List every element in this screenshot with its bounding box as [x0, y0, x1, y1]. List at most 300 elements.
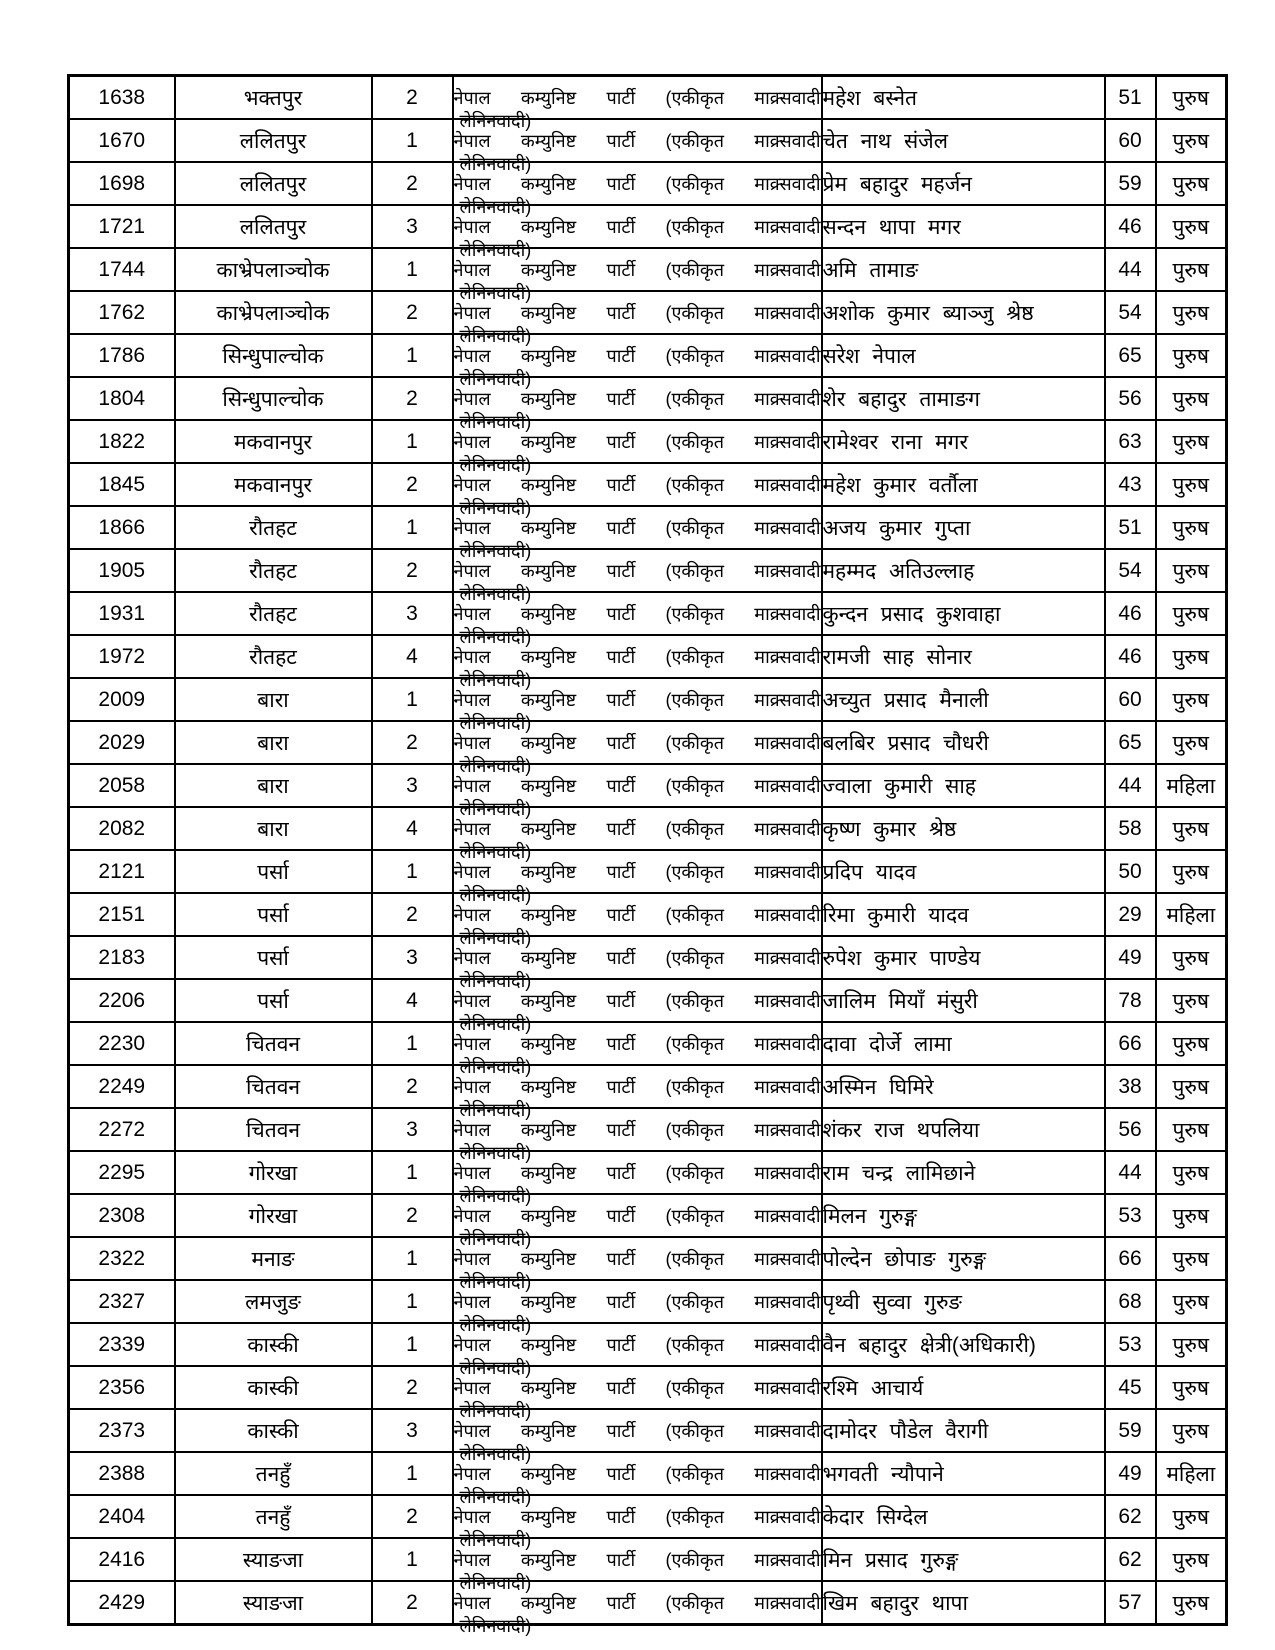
- party-name-line1: नेपाल कम्युनिष्ट पार्टी (एकीकृत माक्र्सवादी: [453, 732, 821, 753]
- age-cell: 51: [1105, 76, 1156, 120]
- age-cell: 58: [1105, 807, 1156, 850]
- table-row: [69, 549, 1227, 592]
- serial-number-cell: 1804: [69, 377, 175, 420]
- party-name-line2: लेनिनवादी): [459, 498, 532, 518]
- serial-number-cell: 2082: [69, 807, 175, 850]
- gender-cell: पुरुष: [1156, 162, 1227, 205]
- district-cell: रौतहट: [175, 635, 372, 678]
- gender-cell: पुरुष: [1156, 1495, 1227, 1538]
- serial-number-cell: 1744: [69, 248, 175, 291]
- table-row: [69, 979, 1227, 1022]
- age-cell: 53: [1105, 1323, 1156, 1366]
- constituency-cell: 3: [372, 205, 453, 248]
- party-name-line1: नेपाल कम्युनिष्ट पार्टी (एकीकृत माक्र्सवादी: [453, 1076, 821, 1097]
- constituency-cell: 4: [372, 807, 453, 850]
- gender-cell: महिला: [1156, 1452, 1227, 1495]
- party-name-line2: लेनिनवादी): [459, 541, 532, 561]
- party-name-line1: नेपाल कम्युनिष्ट पार्टी (एकीकृत माक्र्सवादी: [453, 259, 821, 280]
- gender-cell: पुरुष: [1156, 1194, 1227, 1237]
- party-name-line2: लेनिनवादी): [459, 713, 532, 733]
- party-name-line2: लेनिनवादी): [459, 240, 532, 260]
- party-name-line2: लेनिनवादी): [459, 842, 532, 862]
- district-cell: ललितपुर: [175, 119, 372, 162]
- party-name-line2: लेनिनवादी): [459, 584, 532, 604]
- candidate-name-cell: ज्वाला कुमारी साह: [822, 764, 1105, 807]
- gender-cell: पुरुष: [1156, 549, 1227, 592]
- constituency-cell: 1: [372, 678, 453, 721]
- table-row: [69, 721, 1227, 764]
- serial-number-cell: 2429: [69, 1581, 175, 1625]
- party-name-line2: लेनिनवादी): [459, 1100, 532, 1120]
- age-cell: 44: [1105, 248, 1156, 291]
- age-cell: 63: [1105, 420, 1156, 463]
- constituency-cell: 1: [372, 1022, 453, 1065]
- party-name-line2: लेनिनवादी): [459, 756, 532, 776]
- district-cell: मकवानपुर: [175, 463, 372, 506]
- constituency-cell: 2: [372, 1495, 453, 1538]
- serial-number-cell: 1786: [69, 334, 175, 377]
- gender-cell: पुरुष: [1156, 205, 1227, 248]
- age-cell: 62: [1105, 1538, 1156, 1581]
- party-name-line2: लेनिनवादी): [459, 412, 532, 432]
- district-cell: पर्सा: [175, 936, 372, 979]
- table-row: [69, 1065, 1227, 1108]
- age-cell: 51: [1105, 506, 1156, 549]
- district-cell: पर्सा: [175, 893, 372, 936]
- constituency-cell: 1: [372, 1538, 453, 1581]
- party-name-line2: लेनिनवादी): [459, 1444, 532, 1464]
- serial-number-cell: 1638: [69, 76, 175, 120]
- constituency-cell: 2: [372, 162, 453, 205]
- constituency-cell: 4: [372, 979, 453, 1022]
- gender-cell: पुरुष: [1156, 1065, 1227, 1108]
- table-row: [69, 893, 1227, 936]
- table-row: [69, 764, 1227, 807]
- table-row: [69, 1108, 1227, 1151]
- candidate-name-cell: प्रदिप यादव: [822, 850, 1105, 893]
- serial-number-cell: 2058: [69, 764, 175, 807]
- serial-number-cell: 2404: [69, 1495, 175, 1538]
- party-name-line1: नेपाल कम्युनिष्ट पार्टी (एकीकृत माक्र्सवादी: [453, 1377, 821, 1398]
- district-cell: गोरखा: [175, 1194, 372, 1237]
- constituency-cell: 1: [372, 1151, 453, 1194]
- table-row: [69, 1194, 1227, 1237]
- district-cell: तनहुँ: [175, 1452, 372, 1495]
- table-row: [69, 1323, 1227, 1366]
- age-cell: 50: [1105, 850, 1156, 893]
- gender-cell: पुरुष: [1156, 807, 1227, 850]
- district-cell: चितवन: [175, 1022, 372, 1065]
- gender-cell: पुरुष: [1156, 506, 1227, 549]
- candidate-name-cell: वैन बहादुर क्षेत्री(अधिकारी): [822, 1323, 1105, 1366]
- table-row: [69, 1495, 1227, 1538]
- candidate-name-cell: सन्दन थापा मगर: [822, 205, 1105, 248]
- party-name-line2: लेनिनवादी): [459, 1014, 532, 1034]
- table-row: [69, 635, 1227, 678]
- serial-number-cell: 2230: [69, 1022, 175, 1065]
- party-name-line2: लेनिनवादी): [459, 283, 532, 303]
- constituency-cell: 3: [372, 1409, 453, 1452]
- serial-number-cell: 2121: [69, 850, 175, 893]
- party-name-line1: नेपाल कम्युनिष्ट पार्टी (एकीकृत माक्र्सवादी: [453, 1334, 821, 1355]
- constituency-cell: 2: [372, 1065, 453, 1108]
- candidate-name-cell: दामोदर पौडेल वैरागी: [822, 1409, 1105, 1452]
- party-name-line1: नेपाल कम्युनिष्ट पार्टी (एकीकृत माक्र्सवादी: [453, 1549, 821, 1570]
- candidate-name-cell: पृथ्वी सुव्वा गुरुङ: [822, 1280, 1105, 1323]
- gender-cell: पुरुष: [1156, 377, 1227, 420]
- table-row: [69, 334, 1227, 377]
- serial-number-cell: 1721: [69, 205, 175, 248]
- candidate-name-cell: मिन प्रसाद गुरुङ्ग: [822, 1538, 1105, 1581]
- constituency-cell: 1: [372, 1237, 453, 1280]
- age-cell: 46: [1105, 592, 1156, 635]
- party-name-line1: नेपाल कम्युनिष्ट पार्टी (एकीकृत माक्र्सवादी: [453, 388, 821, 409]
- district-cell: ललितपुर: [175, 205, 372, 248]
- gender-cell: पुरुष: [1156, 850, 1227, 893]
- constituency-cell: 2: [372, 1366, 453, 1409]
- candidate-name-cell: दावा दोर्जे लामा: [822, 1022, 1105, 1065]
- party-name-line1: नेपाल कम्युनिष्ट पार्टी (एकीकृत माक्र्सवादी: [453, 560, 821, 581]
- age-cell: 45: [1105, 1366, 1156, 1409]
- constituency-cell: 2: [372, 1581, 453, 1625]
- district-cell: कास्की: [175, 1409, 372, 1452]
- party-name-line1: नेपाल कम्युनिष्ट पार्टी (एकीकृत माक्र्सवादी: [453, 173, 821, 194]
- party-name-line1: नेपाल कम्युनिष्ट पार्टी (एकीकृत माक्र्सवादी: [453, 1420, 821, 1441]
- district-cell: रौतहट: [175, 592, 372, 635]
- party-name-line1: नेपाल कम्युनिष्ट पार्टी (एकीकृत माक्र्सवादी: [453, 1033, 821, 1054]
- age-cell: 56: [1105, 1108, 1156, 1151]
- party-name-line2: लेनिनवादी): [459, 1186, 532, 1206]
- table-row: [69, 119, 1227, 162]
- constituency-cell: 2: [372, 377, 453, 420]
- party-name-line1: नेपाल कम्युनिष्ट पार्टी (एकीकृत माक्र्सवादी: [453, 517, 821, 538]
- table-row: [69, 1366, 1227, 1409]
- district-cell: ललितपुर: [175, 162, 372, 205]
- party-name-line2: लेनिनवादी): [459, 1315, 532, 1335]
- party-name-line1: नेपाल कम्युनिष्ट पार्टी (एकीकृत माक्र्सवादी: [453, 646, 821, 667]
- district-cell: काभ्रेपलाञ्चोक: [175, 248, 372, 291]
- party-name-line2: लेनिनवादी): [459, 670, 532, 690]
- party-name-line2: लेनिनवादी): [459, 1530, 532, 1550]
- age-cell: 57: [1105, 1581, 1156, 1625]
- candidate-name-cell: शेर बहादुर तामाङग: [822, 377, 1105, 420]
- district-cell: तनहुँ: [175, 1495, 372, 1538]
- constituency-cell: 3: [372, 936, 453, 979]
- serial-number-cell: 2322: [69, 1237, 175, 1280]
- table-row: [69, 76, 1227, 120]
- candidate-name-cell: रुपेश कुमार पाण्डेय: [822, 936, 1105, 979]
- table-row: [69, 377, 1227, 420]
- party-name-line2: लेनिनवादी): [459, 1358, 532, 1378]
- table-row: [69, 1280, 1227, 1323]
- party-name-line1: नेपाल कम्युनिष्ट पार्टी (एकीकृत माक्र्सवादी: [453, 904, 821, 925]
- serial-number-cell: 1905: [69, 549, 175, 592]
- district-cell: स्याङजा: [175, 1538, 372, 1581]
- gender-cell: पुरुष: [1156, 1366, 1227, 1409]
- serial-number-cell: 2388: [69, 1452, 175, 1495]
- party-name-line1: नेपाल कम्युनिष्ट पार्टी (एकीकृत माक्र्सवादी: [453, 689, 821, 710]
- candidate-name-cell: अजय कुमार गुप्ता: [822, 506, 1105, 549]
- table-body: [69, 76, 1227, 1636]
- candidate-name-cell: रामजी साह सोनार: [822, 635, 1105, 678]
- table-row: [69, 506, 1227, 549]
- gender-cell: पुरुष: [1156, 1237, 1227, 1280]
- district-cell: चितवन: [175, 1065, 372, 1108]
- gender-cell: पुरुष: [1156, 248, 1227, 291]
- district-cell: भक्तपुर: [175, 76, 372, 120]
- gender-cell: महिला: [1156, 764, 1227, 807]
- table-row: [69, 1237, 1227, 1280]
- district-cell: बारा: [175, 721, 372, 764]
- party-name-line1: नेपाल कम्युनिष्ट पार्टी (एकीकृत माक्र्सवादी: [453, 1592, 821, 1613]
- age-cell: 54: [1105, 291, 1156, 334]
- candidate-name-cell: भगवती न्यौपाने: [822, 1452, 1105, 1495]
- gender-cell: पुरुष: [1156, 1323, 1227, 1366]
- age-cell: 54: [1105, 549, 1156, 592]
- gender-cell: पुरुष: [1156, 592, 1227, 635]
- constituency-cell: 1: [372, 248, 453, 291]
- table-row: [69, 291, 1227, 334]
- serial-number-cell: 2272: [69, 1108, 175, 1151]
- party-name-line1: नेपाल कम्युनिष्ट पार्टी (एकीकृत माक्र्सवादी: [453, 130, 821, 151]
- candidate-name-cell: मिलन गुरुङ्ग: [822, 1194, 1105, 1237]
- candidate-name-cell: अमि तामाङ: [822, 248, 1105, 291]
- table-row: [69, 936, 1227, 979]
- constituency-cell: 2: [372, 291, 453, 334]
- party-name-line1: नेपाल कम्युनिष्ट पार्टी (एकीकृत माक्र्सवादी: [453, 302, 821, 323]
- party-name-line1: नेपाल कम्युनिष्ट पार्टी (एकीकृत माक्र्सवादी: [453, 216, 821, 237]
- constituency-cell: 2: [372, 1194, 453, 1237]
- table-row: [69, 463, 1227, 506]
- district-cell: स्याङजा: [175, 1581, 372, 1625]
- district-cell: बारा: [175, 764, 372, 807]
- age-cell: 62: [1105, 1495, 1156, 1538]
- gender-cell: पुरुष: [1156, 1151, 1227, 1194]
- gender-cell: पुरुष: [1156, 979, 1227, 1022]
- district-cell: बारा: [175, 807, 372, 850]
- age-cell: 53: [1105, 1194, 1156, 1237]
- constituency-cell: 2: [372, 463, 453, 506]
- candidate-name-cell: खिम बहादुर थापा: [822, 1581, 1105, 1625]
- age-cell: 66: [1105, 1022, 1156, 1065]
- gender-cell: पुरुष: [1156, 1581, 1227, 1625]
- gender-cell: पुरुष: [1156, 76, 1227, 120]
- party-name-line2: लेनिनवादी): [459, 1401, 532, 1421]
- table-row: [69, 162, 1227, 205]
- gender-cell: पुरुष: [1156, 1108, 1227, 1151]
- party-name-line1: नेपाल कम्युनिष्ट पार्टी (एकीकृत माक्र्सवादी: [453, 990, 821, 1011]
- gender-cell: पुरुष: [1156, 119, 1227, 162]
- constituency-cell: 4: [372, 635, 453, 678]
- district-cell: पर्सा: [175, 850, 372, 893]
- age-cell: 46: [1105, 205, 1156, 248]
- gender-cell: पुरुष: [1156, 1280, 1227, 1323]
- party-name-line2: लेनिनवादी): [459, 885, 532, 905]
- table-row: [69, 1452, 1227, 1495]
- district-cell: मकवानपुर: [175, 420, 372, 463]
- age-cell: 65: [1105, 721, 1156, 764]
- party-name-line1: नेपाल कम्युनिष्ट पार्टी (एकीकृत माक्र्सवादी: [453, 1463, 821, 1484]
- gender-cell: पुरुष: [1156, 1409, 1227, 1452]
- constituency-cell: 1: [372, 420, 453, 463]
- table-row: [69, 678, 1227, 721]
- party-name-line1: नेपाल कम्युनिष्ट पार्टी (एकीकृत माक्र्सवादी: [453, 431, 821, 452]
- age-cell: 49: [1105, 1452, 1156, 1495]
- gender-cell: पुरुष: [1156, 1022, 1227, 1065]
- gender-cell: महिला: [1156, 893, 1227, 936]
- party-name-line2: लेनिनवादी): [459, 627, 532, 647]
- party-name-line1: नेपाल कम्युनिष्ट पार्टी (एकीकृत माक्र्सवादी: [453, 603, 821, 624]
- constituency-cell: 1: [372, 1280, 453, 1323]
- district-cell: मनाङ: [175, 1237, 372, 1280]
- district-cell: काभ्रेपलाञ्चोक: [175, 291, 372, 334]
- party-name-line2: लेनिनवादी): [459, 1272, 532, 1292]
- serial-number-cell: 1670: [69, 119, 175, 162]
- age-cell: 46: [1105, 635, 1156, 678]
- candidate-name-cell: राम चन्द्र लामिछाने: [822, 1151, 1105, 1194]
- age-cell: 43: [1105, 463, 1156, 506]
- party-name-line1: नेपाल कम्युनिष्ट पार्टी (एकीकृत माक्र्सवादी: [453, 1205, 821, 1226]
- candidate-name-cell: सरेश नेपाल: [822, 334, 1105, 377]
- serial-number-cell: 2327: [69, 1280, 175, 1323]
- age-cell: 44: [1105, 764, 1156, 807]
- candidate-name-cell: महेश कुमार वर्तौला: [822, 463, 1105, 506]
- age-cell: 66: [1105, 1237, 1156, 1280]
- constituency-cell: 1: [372, 1323, 453, 1366]
- party-name-line2: लेनिनवादी): [459, 154, 532, 174]
- serial-number-cell: 1822: [69, 420, 175, 463]
- serial-number-cell: 1866: [69, 506, 175, 549]
- serial-number-cell: 2183: [69, 936, 175, 979]
- party-name-line2: लेनिनवादी): [459, 111, 532, 131]
- gender-cell: पुरुष: [1156, 420, 1227, 463]
- party-name-line2: लेनिनवादी): [459, 1143, 532, 1163]
- district-cell: कास्की: [175, 1323, 372, 1366]
- party-name-line2: लेनिनवादी): [459, 197, 532, 217]
- constituency-cell: 1: [372, 1452, 453, 1495]
- serial-number-cell: 2029: [69, 721, 175, 764]
- candidate-name-cell: अच्युत प्रसाद मैनाली: [822, 678, 1105, 721]
- constituency-cell: 2: [372, 549, 453, 592]
- age-cell: 44: [1105, 1151, 1156, 1194]
- serial-number-cell: 1972: [69, 635, 175, 678]
- age-cell: 60: [1105, 678, 1156, 721]
- candidate-name-cell: रश्मि आचार्य: [822, 1366, 1105, 1409]
- party-name-line2: लेनिनवादी): [459, 1229, 532, 1249]
- constituency-cell: 1: [372, 850, 453, 893]
- table-row: [69, 420, 1227, 463]
- party-name-line1: नेपाल कम्युनिष्ट पार्टी (एकीकृत माक्र्सवादी: [453, 474, 821, 495]
- age-cell: 60: [1105, 119, 1156, 162]
- constituency-cell: 3: [372, 764, 453, 807]
- party-name-line1: नेपाल कम्युनिष्ट पार्टी (एकीकृत माक्र्सवादी: [453, 775, 821, 796]
- district-cell: रौतहट: [175, 549, 372, 592]
- constituency-cell: 1: [372, 334, 453, 377]
- party-name-line2: लेनिनवादी): [459, 928, 532, 948]
- candidate-name-cell: कृष्ण कुमार श्रेष्ठ: [822, 807, 1105, 850]
- candidate-name-cell: अस्मिन घिमिरे: [822, 1065, 1105, 1108]
- serial-number-cell: 1698: [69, 162, 175, 205]
- candidate-name-cell: रिमा कुमारी यादव: [822, 893, 1105, 936]
- age-cell: 38: [1105, 1065, 1156, 1108]
- constituency-cell: 2: [372, 721, 453, 764]
- district-cell: बारा: [175, 678, 372, 721]
- gender-cell: पुरुष: [1156, 463, 1227, 506]
- age-cell: 49: [1105, 936, 1156, 979]
- table-row: [69, 1581, 1227, 1625]
- candidate-name-cell: बलबिर प्रसाद चौधरी: [822, 721, 1105, 764]
- candidate-name-cell: कुन्दन प्रसाद कुशवाहा: [822, 592, 1105, 635]
- district-cell: रौतहट: [175, 506, 372, 549]
- candidate-name-cell: महेश बस्नेत: [822, 76, 1105, 120]
- age-cell: 56: [1105, 377, 1156, 420]
- party-name-line2: लेनिनवादी): [459, 369, 532, 389]
- serial-number-cell: 1762: [69, 291, 175, 334]
- party-name-line1: नेपाल कम्युनिष्ट पार्टी (एकीकृत माक्र्सवादी: [453, 861, 821, 882]
- gender-cell: पुरुष: [1156, 334, 1227, 377]
- party-name-line2: लेनिनवादी): [459, 326, 532, 346]
- district-cell: गोरखा: [175, 1151, 372, 1194]
- serial-number-cell: 2416: [69, 1538, 175, 1581]
- party-cell: [453, 76, 822, 131]
- constituency-cell: 1: [372, 506, 453, 549]
- table-row: [69, 1538, 1227, 1581]
- constituency-cell: 2: [372, 893, 453, 936]
- district-cell: कास्की: [175, 1366, 372, 1409]
- party-name-line2: लेनिनवादी): [459, 455, 532, 475]
- district-cell: सिन्धुपाल्चोक: [175, 377, 372, 420]
- district-cell: चितवन: [175, 1108, 372, 1151]
- serial-number-cell: 2339: [69, 1323, 175, 1366]
- party-name-line1: नेपाल कम्युनिष्ट पार्टी (एकीकृत माक्र्सवादी: [453, 1162, 821, 1183]
- age-cell: 65: [1105, 334, 1156, 377]
- serial-number-cell: 1931: [69, 592, 175, 635]
- gender-cell: पुरुष: [1156, 1538, 1227, 1581]
- party-name-line2: लेनिनवादी): [459, 1057, 532, 1077]
- table-row: [69, 1022, 1227, 1065]
- table-row: [69, 248, 1227, 291]
- candidate-name-cell: चेत नाथ संजेल: [822, 119, 1105, 162]
- table-row: [69, 1151, 1227, 1194]
- gender-cell: पुरुष: [1156, 635, 1227, 678]
- serial-number-cell: 1845: [69, 463, 175, 506]
- table-row: [69, 807, 1227, 850]
- gender-cell: पुरुष: [1156, 291, 1227, 334]
- serial-number-cell: 2249: [69, 1065, 175, 1108]
- district-cell: पर्सा: [175, 979, 372, 1022]
- candidate-name-cell: अशोक कुमार ब्याञ्जु श्रेष्ठ: [822, 291, 1105, 334]
- party-name-line2: लेनिनवादी): [459, 971, 532, 991]
- candidate-name-cell: जालिम मियाँ मंसुरी: [822, 979, 1105, 1022]
- district-cell: लमजुङ: [175, 1280, 372, 1323]
- age-cell: 68: [1105, 1280, 1156, 1323]
- serial-number-cell: 2373: [69, 1409, 175, 1452]
- age-cell: 59: [1105, 162, 1156, 205]
- gender-cell: पुरुष: [1156, 678, 1227, 721]
- table-row: [69, 592, 1227, 635]
- constituency-cell: 3: [372, 592, 453, 635]
- age-cell: 29: [1105, 893, 1156, 936]
- gender-cell: पुरुष: [1156, 721, 1227, 764]
- party-name-line1: नेपाल कम्युनिष्ट पार्टी (एकीकृत माक्र्सवादी: [453, 345, 821, 366]
- party-name-line1: नेपाल कम्युनिष्ट पार्टी (एकीकृत माक्र्सवादी: [453, 1119, 821, 1140]
- candidate-name-cell: केदार सिग्देल: [822, 1495, 1105, 1538]
- party-name-line1: नेपाल कम्युनिष्ट पार्टी (एकीकृत माक्र्सवादी: [453, 1248, 821, 1269]
- candidate-name-cell: महम्मद अतिउल्लाह: [822, 549, 1105, 592]
- table-row: [69, 205, 1227, 248]
- age-cell: 59: [1105, 1409, 1156, 1452]
- party-name-line1: नेपाल कम्युनिष्ट पार्टी (एकीकृत माक्र्सवादी: [453, 1506, 821, 1527]
